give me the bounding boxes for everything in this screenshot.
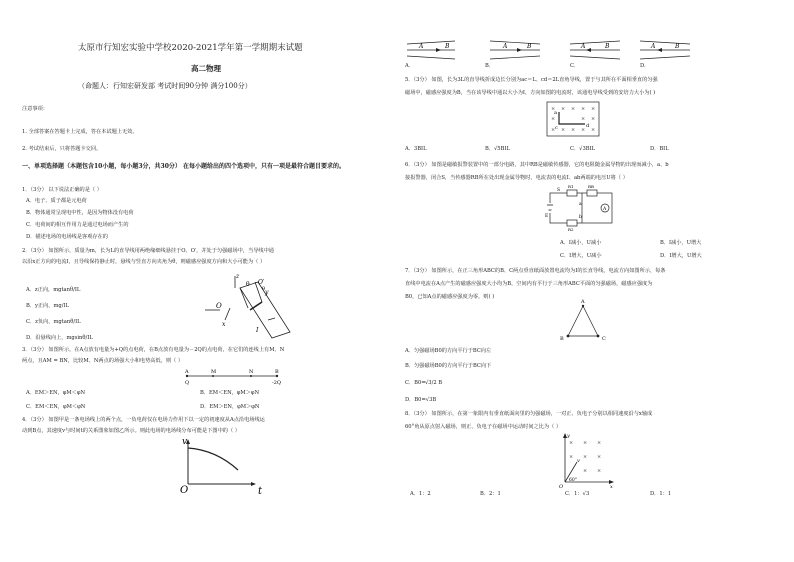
svg-text:×: × — [581, 116, 586, 122]
svg-text:×: × — [571, 106, 576, 112]
q8-velocity-label: v — [577, 458, 580, 464]
q2-fig-label-o: O — [216, 302, 222, 310]
q2-fig-label-z: z — [236, 273, 240, 280]
svg-text:×: × — [597, 440, 602, 446]
q3-fig-label-n: N — [249, 369, 254, 375]
q2-option-d: D．沿悬线向上，mgsinθ/IL — [26, 335, 93, 341]
svg-text:×: × — [551, 127, 556, 133]
q2-line-1: 2．（3分） 如图所示，质量为m，长为L的直导线用两绝缘细线悬挂于O、O′，并处于匀强磁场中，当导线中通 — [22, 248, 274, 254]
q5-option-b: B．√5BIL — [485, 146, 510, 152]
svg-text:×: × — [597, 454, 602, 460]
q7-option-c-prefix: C．B0= — [405, 380, 426, 386]
q2-fig-label-theta-1: θ — [246, 281, 250, 288]
q3-fig-label-b: B — [275, 369, 279, 375]
q1-option-c: C．电荷间的相互作用力是通过电场而产生的 — [26, 222, 129, 228]
q4-line-1: 4．（3分） 如图甲是一条电场线上的两个点，一负电荷仅在电场力作用下以一定的初速度从A点沿电场线运 — [22, 417, 265, 423]
q4-line-2: 动到B点，其速度v与时间t的关系图象如图乙所示。则此电场的电场线分布可能是下图中的（ ） — [22, 428, 240, 434]
q6-option-d: D．I增大，U增大 — [660, 253, 702, 259]
svg-text:×: × — [561, 106, 566, 112]
q2-option-a: A．z正向，mgtanθ/IL — [26, 287, 81, 293]
q3-line-2: 两点，且AM = BN，比较M、N两点的场强大小和电势高低，则（ ） — [22, 358, 184, 364]
svg-text:×: × — [583, 440, 588, 446]
q6-line-1: 6．（3分） 如图是磁敏报警装置中的一部分电路，其中RB是磁敏传感器，它的电阻随金属导物的出现而减小，a、b — [405, 162, 669, 168]
q6-option-a: A．I减小，U减小 — [560, 240, 602, 246]
q4-origin-label: O — [180, 485, 189, 496]
svg-text:×: × — [581, 127, 586, 133]
q4-opt-c-label-b: B — [605, 43, 610, 50]
q8-angle-label: 60° — [569, 478, 577, 483]
q4-option-d: D． — [640, 63, 650, 69]
q5-line-1: 5．（3分） 如图，长为3L的直导线折成边长分别为ac＝L、cd＝2L直角导线，置于与其所在平面相垂直的匀强 — [405, 77, 658, 83]
q4-opt-b-label-a: A — [503, 43, 508, 50]
q5-figure — [545, 100, 605, 140]
q4-opt-a-label-a: A — [419, 43, 424, 50]
q4-option-a: A． — [405, 63, 414, 69]
q1-stem: 1．（3分） 以下说法正确的是（ ） — [22, 187, 102, 193]
q8-option-a: A．1：2 — [410, 491, 431, 497]
section1-heading: 一、单项选择题（本题包含10小题，每小题3分，共30分） 在每小题给出的四个选项中，只有一项是最符合题目要求的。 — [22, 163, 345, 170]
q4-opt-a-label-b: B — [445, 43, 450, 50]
q5-fig-label-a: a — [554, 110, 557, 116]
q2-option-b: B．y正向，mg/IL — [26, 303, 69, 309]
q4-opt-d-label-a: A — [651, 43, 656, 50]
q7-option-d: D．B0=√3B — [405, 397, 437, 403]
svg-text:×: × — [583, 468, 588, 474]
q8-line-2: 60°角从原点射入磁场，则正、负电子在磁场中运动时间之比为（ ） — [405, 424, 562, 430]
q7-fig-label-c: C — [602, 336, 606, 342]
q5-option-c: C．√3BIL — [570, 146, 596, 152]
q6-line-2: 接报警器，闭合S，当传感器RB所在处出现金属导物时，电流表的电流I、ab两端的电压U将（ ） — [405, 175, 628, 181]
notes-heading: 注意事项： — [22, 106, 48, 112]
svg-text:×: × — [561, 127, 566, 133]
q5-fig-label-d: d — [586, 123, 590, 129]
note-item-2: 2. 考试结束后，只将答题卡交回。 — [22, 146, 102, 152]
q2-fig-label-x: x — [222, 321, 226, 328]
q3-figure — [185, 368, 295, 388]
q4-option-c: C． — [570, 63, 580, 69]
q6-fig-label-r1: R1 — [568, 184, 574, 189]
q7-line-2: 直线中电流在A点产生的磁感应强度大小均为B，空间内有平行于三角形ABC平面的匀强磁场，磁感应强度为 — [405, 281, 653, 287]
q7-line-3: B0，已知A点的磁感应强度为零，则( ) — [405, 294, 495, 300]
svg-text:×: × — [581, 106, 586, 112]
q6-fig-label-r2: R2 — [568, 227, 574, 232]
q8-figure — [555, 432, 615, 488]
q3-fig-label-m: M — [211, 369, 217, 375]
q4-option-figures — [405, 38, 695, 68]
q6-option-c: C．I增大，U减小 — [560, 253, 602, 259]
q2-fig-label-theta-2: θ — [262, 286, 266, 292]
q8-option-d: D．1：1 — [650, 491, 672, 497]
svg-text:×: × — [551, 116, 556, 122]
q6-fig-label-rb: RB — [588, 184, 594, 189]
q2-option-c: C．z负向，mgtanθ/IL — [26, 319, 81, 325]
q5-line-2: 磁场中，磁感应强度为B，当在该导线中通以大小为I，方向如图的电流时，该通电导线受到的安培力大小为( ) — [405, 90, 656, 96]
svg-text:×: × — [591, 116, 596, 122]
q8-option-b: B．2：1 — [480, 491, 501, 497]
q2-line-2: 以沿x正方向的电流I，且导线保持静止时，悬线与竖直方向夹角为θ，则磁感应强度方向和大小可能为（ ） — [22, 259, 266, 265]
q4-opt-b-label-b: B — [527, 43, 532, 50]
svg-text:×: × — [583, 454, 588, 460]
q4-opt-d-label-b: B — [675, 43, 680, 50]
q7-fig-label-a: A — [581, 299, 585, 305]
q8-option-c: C．1：√3 — [565, 491, 590, 497]
q3-fig-label-neg2q: -2Q — [272, 380, 281, 386]
exam-title: 太原市行知宏实验中学校2020-2021学年第一学期期末试题 — [78, 43, 303, 53]
q3-line-1: 3．（3分） 如图所示，在A点放有电量为+Q的点电荷，在B点放有电量为－2Q的点电荷，在它们的连线上有M、N — [22, 347, 285, 353]
q6-option-b: B．I减小，U增大 — [660, 240, 702, 246]
q6-fig-label-a: a — [579, 202, 582, 207]
q5-fig-label-c: c — [555, 125, 558, 131]
q6-fig-label-b: b — [579, 215, 582, 220]
svg-text:×: × — [591, 127, 596, 133]
svg-text:×: × — [569, 440, 574, 446]
q6-fig-label-ammeter: A — [603, 207, 607, 212]
q2-figure — [200, 273, 300, 340]
svg-text:×: × — [571, 127, 576, 133]
exam-info: （命题人：行知宏研发部 考试时间90分钟 满分100分） — [78, 82, 252, 90]
q4-option-b: B． — [485, 63, 494, 69]
q7-option-c-value: √3/2 B — [425, 380, 443, 386]
svg-text:×: × — [597, 468, 602, 474]
q6-circuit-figure — [545, 185, 620, 230]
q2-fig-label-o-prime: O′ — [258, 279, 265, 286]
q7-fig-label-b: B — [560, 336, 564, 342]
q3-option-d: D．EM＞EN，φM＞φN — [200, 404, 260, 410]
q5-option-d: D．BIL — [650, 146, 669, 152]
q6-fig-label-e: E — [545, 214, 549, 219]
q7-triangle-figure — [560, 298, 610, 346]
q3-fig-label-q: Q — [185, 380, 190, 386]
q2-fig-label-i: I — [256, 327, 259, 334]
q5-option-a: A．3BIL — [405, 146, 427, 152]
svg-text:×: × — [591, 106, 596, 112]
q3-option-c: C．EM＜EN，φM＜φN — [26, 404, 86, 410]
q6-fig-label-s: S — [557, 188, 561, 193]
q3-fig-label-a: A — [185, 369, 189, 375]
q4-vt-graph — [178, 436, 268, 496]
svg-text:×: × — [569, 454, 574, 460]
svg-text:×: × — [551, 106, 556, 112]
q7-option-a: A．匀强磁场B0的方向平行于BC向左 — [405, 348, 492, 354]
q1-option-b: B．物体通常呈现电中性，是因为物体没有电荷 — [26, 210, 134, 216]
q4-axis-v-label: v — [182, 437, 188, 447]
q8-axis-y-label: y — [567, 433, 570, 439]
q2-fig-label-y: y — [265, 289, 269, 296]
q7-line-1: 7．（3分） 如图所示，在正三角形ABC的B、C两点垂直纸面放置电流均为I的长直导线，电流方向如图所示，每条 — [405, 268, 666, 274]
q3-option-a: A．EM＞EN，φM＜φN — [26, 390, 86, 396]
q1-option-a: A．电子、质子都是元电荷 — [26, 198, 87, 204]
q4-opt-c-label-a: A — [581, 43, 586, 50]
q8-origin-label: O — [559, 484, 564, 490]
q8-axis-x-label: x — [610, 484, 613, 490]
q3-option-b: B．EM＜EN，φM＞φN — [200, 390, 260, 396]
note-item-1: 1. 全部答案在答题卡上完成，答在本试题上无效。 — [22, 129, 138, 135]
subject-title: 高二物理 — [191, 64, 221, 73]
q4-axis-t-label: t — [258, 486, 263, 497]
q7-option-b: B．匀强磁场B0的方向平行于BC向下 — [405, 363, 492, 369]
q1-option-d: D．描述电场的电场线是客观存在的 — [26, 234, 108, 240]
q8-line-1: 8．（3分） 如图所示，在第一象限内有垂直纸面向里的匀强磁场，一对正、负电子分别以相同速度沿与x轴成 — [405, 411, 653, 417]
